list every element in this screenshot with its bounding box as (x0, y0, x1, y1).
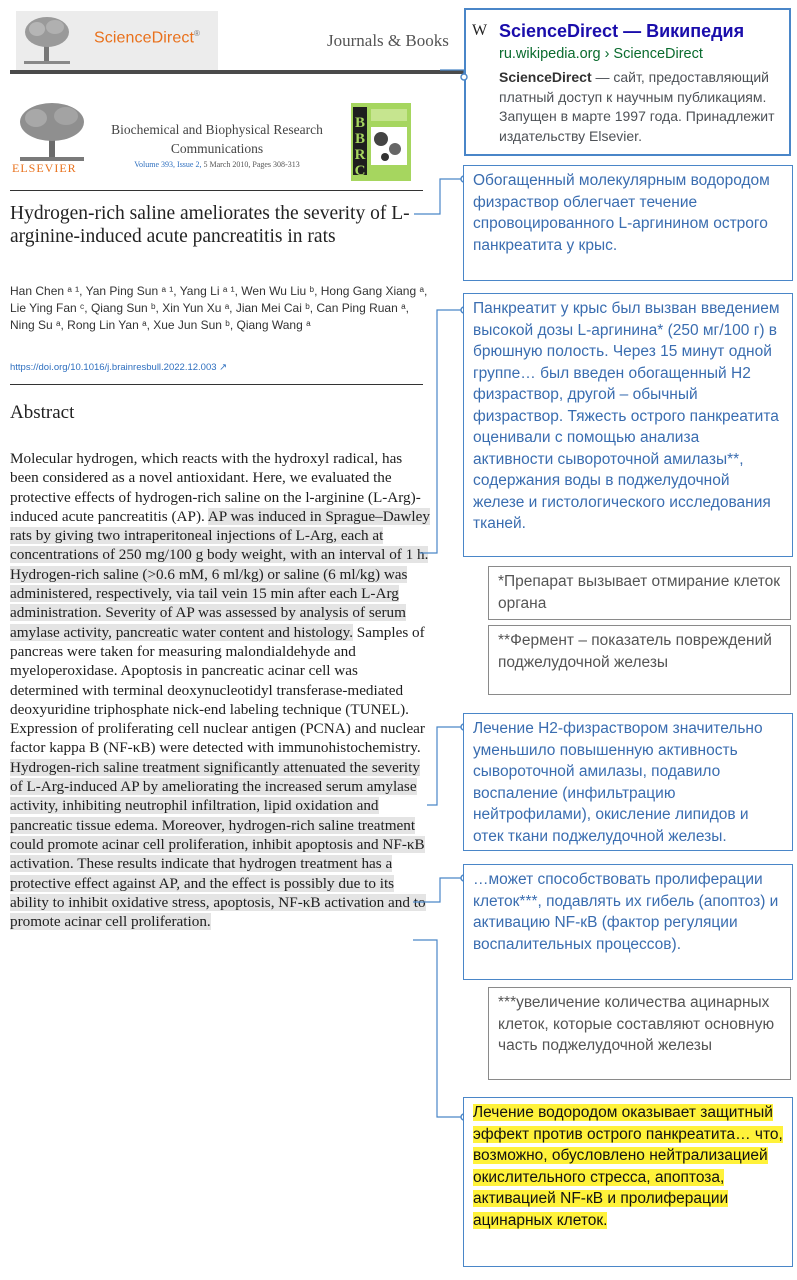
svg-text:B: B (354, 115, 366, 131)
svg-text:R: R (354, 147, 366, 163)
wiki-title-link[interactable]: ScienceDirect — Википедия (499, 21, 745, 41)
note-result-translation: Лечение H2-физраствором значительно уменьшило повышенную активность сывороточной амилазы, подавило воспаление (инфильтрацию нейтрофилами), окисление липидов и отек ткани поджелудочной железы. (463, 713, 793, 851)
svg-text:C: C (354, 163, 366, 179)
abstract-methods-rest: Samples of pancreas were taken for measuring malondialdehyde and myeloperoxidase. Apoptosis in pancreatic acinar cell was determined with terminal deoxynucleotidyl transferase-mediated deoxyuridine triphosphate nick-end labeling technique (TUNEL). Expression of proliferating cell nuclear antigen (PCNA) and nuclear factor kappa B (NF-κB) were detected with immunohistochemistry. (10, 623, 425, 757)
footnote-amylase: **Фермент – показатель повреждений поджелудочной железы (488, 625, 791, 695)
registered-mark: ® (194, 29, 201, 38)
wiki-desc-rest: — сайт, предоставляющий платный доступ к научным публикациям. Запущен в марте 1997 года. Принадлежит издательству Elsevier. (499, 69, 775, 144)
note-conclusion-translation (463, 1097, 793, 1267)
note-proliferation-translation: …может способствовать пролиферации клеток***, подавлять их гибель (апоптоз) и активацию NF-кВ (фактор регуляции воспалительных процессов). (463, 864, 793, 980)
author-list[interactable]: Han Chen ᵃ ¹, Yan Ping Sun ᵃ ¹, Yang Li ᵃ ¹, Wen Wu Liu ᵇ, Hong Gang Xiang ᵃ, Lie Ying Fan ᶜ, Qiang Sun ᵇ, Xin Yun Xu ᵃ, Jian Mei Cai ᵇ, Can Ping Ruan ᵃ, Ning Su ᵃ, Rong Lin Yan ᵃ, Xue Jun Sun ᵇ, Qiang Wang ᵃ (10, 284, 428, 332)
footnote-arginine: *Препарат вызывает отмирание клеток органа (488, 566, 791, 620)
article-title: Hydrogen-rich saline ameliorates the severity of L-arginine-induced acute pancreatitis in rats (10, 203, 410, 247)
date-pages: 5 March 2010, Pages 308-313 (203, 160, 300, 169)
elsevier-wordmark: ELSEVIER (12, 161, 77, 175)
brand-name: ScienceDirect (94, 29, 195, 47)
conclusion-highlight: Лечение водородом оказывает защитный эффект против острого панкреатита… что, возможно, обусловлено нейтрализацией окислительного стресса, апоптоза, активацией NF-кВ и пролиферации ацинарных клеток. (473, 1104, 783, 1229)
wiki-url: ru.wikipedia.org › ScienceDirect (499, 46, 703, 62)
footnote-acinar: ***увеличение количества ацинарных клеток, которые составляют основную часть поджелудочной железы (488, 987, 791, 1080)
note-title-translation: Обогащенный молекулярным водородом физраствор облегчает течение спровоцированного L-аргинином острого панкреатита у крыс. (463, 165, 793, 281)
journal-name-link[interactable]: Biochemical and Biophysical Research Communications (111, 122, 323, 156)
wiki-desc-bold: ScienceDirect (499, 69, 592, 85)
issue-link[interactable]: Issue 2, (177, 160, 202, 169)
journals-books-link[interactable]: Journals & Books (327, 31, 449, 50)
svg-text:B: B (354, 131, 366, 147)
abstract-results-highlight: Hydrogen-rich saline treatment significantly attenuated the severity of L-Arg-induced AP by ameliorating the increased serum amylase activity, inhibiting neutrophil infiltration, lipid oxidation and pancreatic tissue edema. Moreover, hydrogen-rich saline treatment could promote acinar cell proliferation, inhibit apoptosis and NF-κB activation. These results indicate that hydrogen treatment has a protective effect against AP, and the effect is possibly due to its ability to inhibit oxidative stress, apoptosis, NF-κB activation and to promote acinar cell proliferation. (10, 758, 426, 931)
volume-link[interactable]: Volume 393, (134, 160, 176, 169)
wikipedia-icon: W (472, 22, 488, 39)
note-method-translation: Панкреатит у крыс был вызван введением высокой дозы L-аргинина* (250 мг/100 г) в брюшную полость. Через 15 минут одной группе… был введен обогащенный H2 физраствор, другой – обычный физраствор. Тяжесть острого панкреатита оценивали с помощью анализа активности сывороточной амилазы**, содержания воды в поджелудочной железе и гистологического исследования тканей. (463, 293, 793, 557)
abstract-heading: Abstract (10, 402, 75, 423)
abstract-intro: Molecular hydrogen, which reacts with the hydroxyl radical, has been considered as a novel antioxidant. Here, we evaluated the protective effects of hydrogen-rich saline on the l-arginine (L-Arg)-induced acute pancreatitis (AP). (10, 450, 421, 525)
doi-link[interactable]: https://doi.org/10.1016/j.brainresbull.2022.12.003 ↗ (10, 362, 228, 373)
abstract-methods-highlight: AP was induced in Sprague–Dawley rats by giving two intraperitoneal injections of L-Arg, each at concentrations of 250 mg/100 g body weight, with an interval of 1 h. Hydrogen-rich saline (>0.6 mM, 6 ml/kg) or saline (6 ml/kg) was administered, respectively, via tail vein 15 min after each L-Arg administration. Severity of AP was assessed by analysis of serum amylase activity, pancreatic water content and histology. (10, 507, 430, 641)
